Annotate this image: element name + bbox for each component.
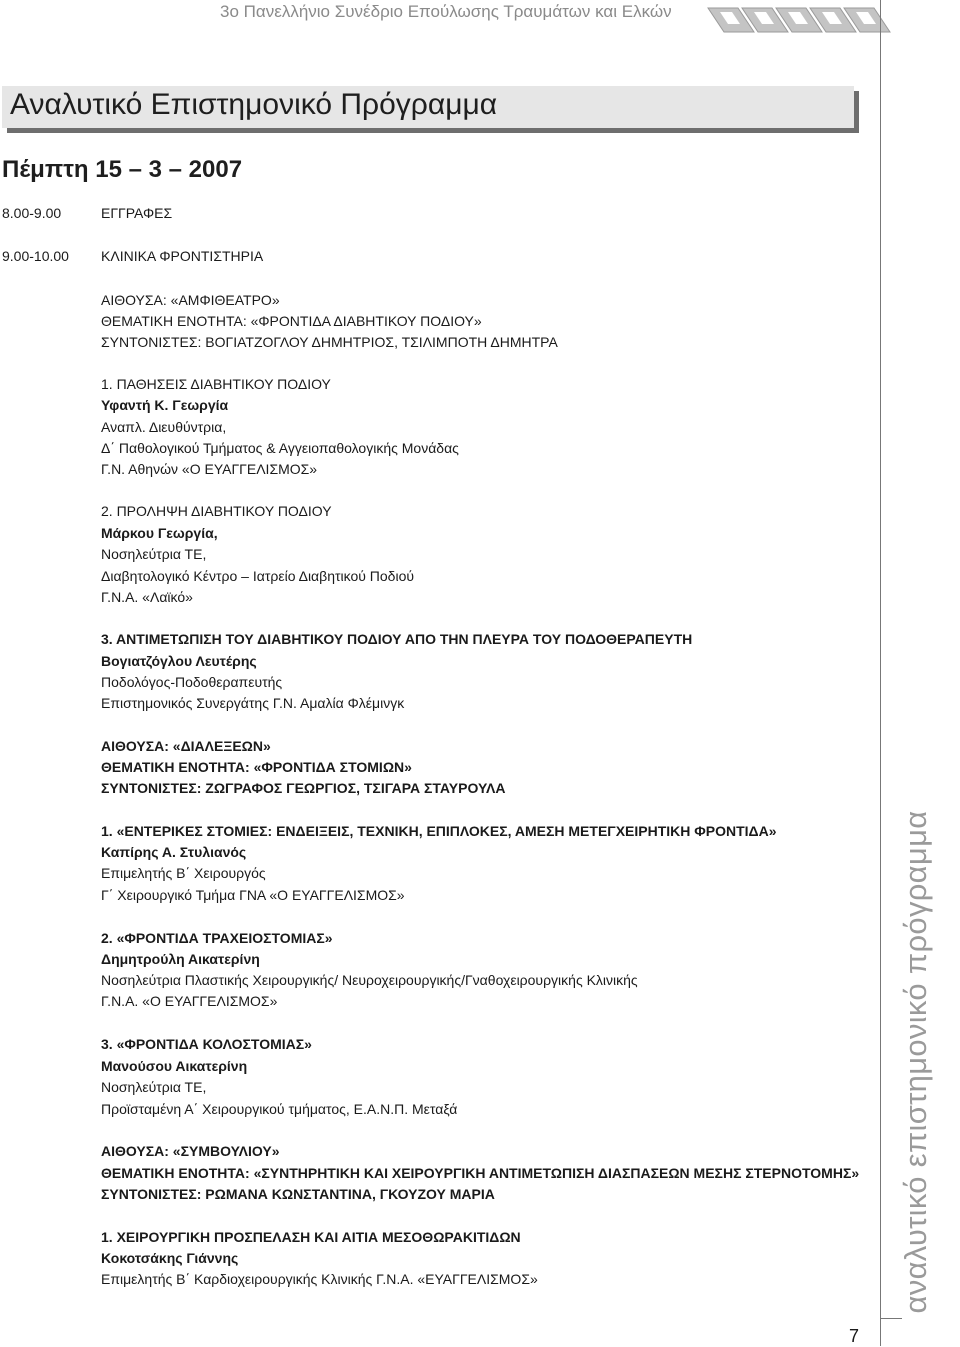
speaker-affiliation: Επιστημονικός Συνεργάτης Γ.Ν. Αμαλία Φλέμινγκ [101,695,405,711]
section-banner [2,86,854,128]
speaker-affiliation: Δ΄ Παθολογικού Τμήματος & Αγγειοπαθολογικής Μονάδας [101,440,459,456]
margin-rule [880,0,881,1346]
speaker-name: Καπίρης Α. Στυλιανός [101,844,247,860]
slot-time: 8.00-9.00 [2,205,62,221]
session-topic: ΘΕΜΑΤΙΚΗ ΕΝΟΤΗΤΑ: «ΣΥΝΤΗΡΗΤΙΚΗ ΚΑΙ ΧΕΙΡΟΥΡΓΙΚΗ ΑΝΤΙΜΕΤΩΠΙΣΗ ΔΙΑΣΠΑΣΕΩΝ ΜΕΣΗΣ ΣΤΕΡΝΟΤΟΜΗΣ» [101,1165,860,1181]
talk-title: 1. «ΕΝΤΕΡΙΚΕΣ ΣΤΟΜΙΕΣ: ΕΝΔΕΙΞΕΙΣ, ΤΕΧΝΙΚΗ, ΕΠΙΠΛΟΚΕΣ, ΑΜΕΣΗ ΜΕΤΕΓΧΕΙΡΗΤΙΚΗ ΦΡΟΝΤΙΔΑ» [101,823,777,839]
talk-title: 2. ΠΡΟΛΗΨΗ ΔΙΑΒΗΤΙΚΟΥ ΠΟΔΙΟΥ [101,503,332,519]
speaker-name: Υφαντή Κ. Γεωργία [101,397,229,413]
speaker-name: Μανούσου Αικατερίνη [101,1058,248,1074]
session-coordinators: ΣΥΝΤΟΝΙΣΤΕΣ: ΒΟΓΙΑΤΖΟΓΛΟΥ ΔΗΜΗΤΡΙΟΣ, ΤΣΙΛΙΜΠΟΤΗ ΔΗΜΗΤΡΑ [101,334,558,350]
speaker-affiliation: Επιμελητής Β΄ Χειρουργός [101,865,266,881]
speaker-affiliation: Νοσηλεύτρια Πλαστικής Χειρουργικής/ Νευροχειρουργικής/Γναθοχειρουργικής Κλινικής [101,972,638,988]
day-title: Πέμπτη 15 – 3 – 2007 [2,156,243,183]
conference-logo [702,2,902,42]
session-coordinators: ΣΥΝΤΟΝΙΣΤΕΣ: ΡΩΜΑΝΑ ΚΩΝΣΤΑΝΤΙΝΑ, ΓΚΟΥΖΟΥ ΜΑΡΙΑ [101,1186,495,1202]
conference-title: 3ο Πανελλήνιο Συνέδριο Επούλωσης Τραυμάτων και Ελκών [220,2,672,21]
talk-title: 3. ΑΝΤΙΜΕΤΩΠΙΣΗ ΤΟΥ ΔΙΑΒΗΤΙΚΟΥ ΠΟΔΙΟΥ ΑΠΟ ΤΗΝ ΠΛΕΥΡΑ ΤΟΥ ΠΟΔΟΘΕΡΑΠΕΥΤΗ [101,631,693,647]
speaker-name: Μάρκου Γεωργία, [101,525,218,541]
speaker-name: Κοκοτσάκης Γιάννης [101,1250,239,1266]
talk-title: 1. ΧΕΙΡΟΥΡΓΙΚΗ ΠΡΟΣΠΕΛΑΣΗ ΚΑΙ ΑΙΤΙΑ ΜΕΣΟΘΩΡΑΚΙΤΙΔΩΝ [101,1229,521,1245]
talk-title: 2. «ΦΡΟΝΤΙΔΑ ΤΡΑΧΕΙΟΣΤΟΜΙΑΣ» [101,930,333,946]
speaker-name: Δημητρούλη Αικατερίνη [101,951,260,967]
speaker-affiliation: Γ.Ν.Α. «Λαϊκό» [101,589,193,605]
speaker-affiliation: Γ.Ν.Α. «Ο ΕΥΑΓΓΕΛΙΣΜΟΣ» [101,993,278,1009]
session-topic: ΘΕΜΑΤΙΚΗ ΕΝΟΤΗΤΑ: «ΦΡΟΝΤΙΔΑ ΣΤΟΜΙΩΝ» [101,759,412,775]
speaker-affiliation: Αναπλ. Διευθύντρια, [101,419,227,435]
slot-label: ΚΛΙΝΙΚΑ ΦΡΟΝΤΙΣΤΗΡΙΑ [101,248,264,264]
page-tick-mark [880,1318,902,1319]
room-heading: ΑΙΘΟΥΣΑ: «ΣΥΜΒΟΥΛΙΟΥ» [101,1143,280,1159]
side-section-title: αναλυτικό επιστημονικό πρόγραμμα [898,810,933,1314]
speaker-affiliation: Νοσηλεύτρια ΤΕ, [101,1079,207,1095]
speaker-affiliation: Προϊσταμένη Α΄ Χειρουργικού τμήματος, Ε.Α.Ν.Π. Μεταξά [101,1101,458,1117]
banner-title: Αναλυτικό Επιστημονικό Πρόγραμμα [10,88,498,121]
slot-time: 9.00-10.00 [2,248,69,264]
talk-title: 3. «ΦΡΟΝΤΙΔΑ ΚΟΛΟΣΤΟΜΙΑΣ» [101,1036,312,1052]
room-heading: ΑΙΘΟΥΣΑ: «ΑΜΦΙΘΕΑΤΡΟ» [101,292,280,308]
speaker-name: Βογιατζόγλου Λευτέρης [101,653,257,669]
session-coordinators: ΣΥΝΤΟΝΙΣΤΕΣ: ΖΩΓΡΑΦΟΣ ΓΕΩΡΓΙΟΣ, ΤΣΙΓΑΡΑ ΣΤΑΥΡΟΥΛΑ [101,780,506,796]
talk-title: 1. ΠΑΘΗΣΕΙΣ ΔΙΑΒΗΤΙΚΟΥ ΠΟΔΙΟΥ [101,376,331,392]
room-heading: ΑΙΘΟΥΣΑ: «ΔΙΑΛΕΞΕΩΝ» [101,738,271,754]
page-number: 7 [849,1326,860,1346]
speaker-affiliation: Γ.Ν. Αθηνών «Ο ΕΥΑΓΓΕΛΙΣΜΟΣ» [101,461,318,477]
speaker-affiliation: Διαβητολογικό Κέντρο – Ιατρείο Διαβητικού Ποδιού [101,568,415,584]
speaker-affiliation: Νοσηλεύτρια ΤΕ, [101,546,207,562]
session-topic: ΘΕΜΑΤΙΚΗ ΕΝΟΤΗΤΑ: «ΦΡΟΝΤΙΔΑ ΔΙΑΒΗΤΙΚΟΥ ΠΟΔΙΟΥ» [101,313,482,329]
speaker-affiliation: Ποδολόγος-Ποδοθεραπευτής [101,674,283,690]
speaker-affiliation: Γ΄ Χειρουργικό Τμήμα ΓΝΑ «Ο ΕΥΑΓΓΕΛΙΣΜΟΣ» [101,887,405,903]
speaker-affiliation: Επιμελητής Β΄ Καρδιοχειρουργικής Κλινικής Γ.Ν.Α. «ΕΥΑΓΓΕΛΙΣΜΟΣ» [101,1271,538,1287]
slot-label: ΕΓΓΡΑΦΕΣ [101,205,173,221]
